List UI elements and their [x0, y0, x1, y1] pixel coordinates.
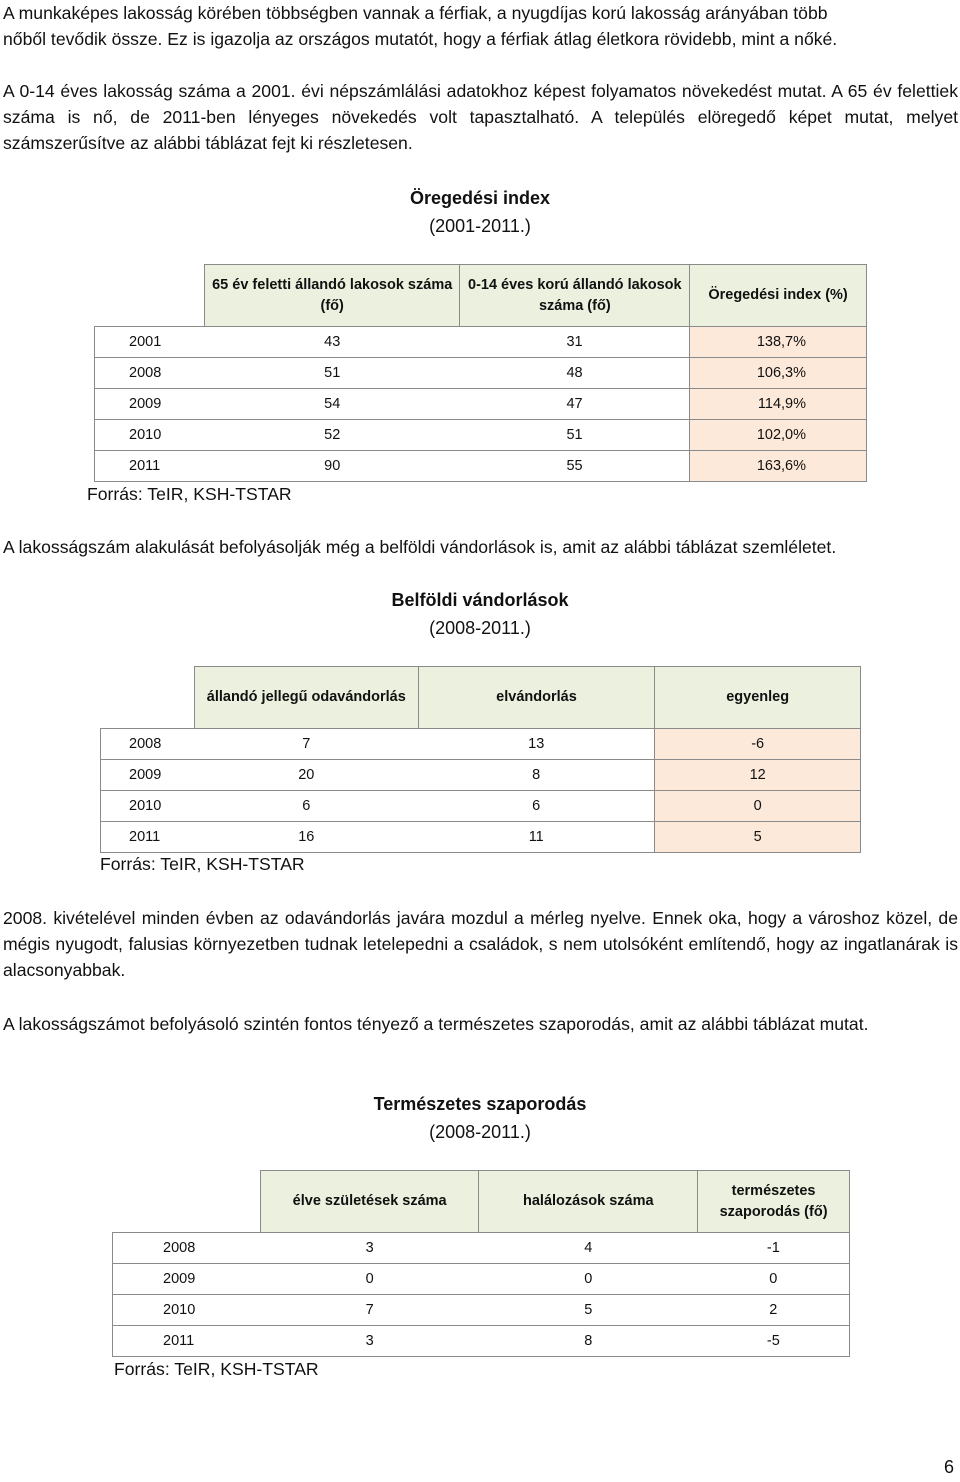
paragraph-migration-explanation: 2008. kivételével minden évben az odavándorlás javára mozdul a mérleg nyelve. Ennek oka, hogy a városhoz közel, de mégis nyugodt, falusias környezetben tudnak letelepedni a családok, s nem utolsóként említendő, hogy az ingatlanárak is alacsonyabbak.: [3, 908, 958, 980]
table2-cell: 11: [418, 822, 655, 853]
table1-year: 2001: [95, 327, 205, 358]
page-number: 6: [943, 1457, 954, 1477]
table3-period: (2008-2011.): [429, 1122, 531, 1142]
table2-cell: 6: [418, 791, 655, 822]
table2-year: 2011: [101, 822, 195, 853]
table2-year: 2010: [101, 791, 195, 822]
table3-caption: [300, 1090, 660, 1146]
table-row: [95, 420, 867, 451]
table1-header-0-14: 0-14 éves korú állandó lakosok száma (fő): [460, 265, 690, 327]
table1-year: 2010: [95, 420, 205, 451]
table1-cell: 48: [460, 358, 690, 389]
table2-balance-cell: 0: [655, 791, 861, 822]
table-row: [95, 451, 867, 482]
table2-cell: 16: [194, 822, 418, 853]
table2-caption: [300, 586, 660, 642]
table1-period: (2001-2011.): [429, 216, 531, 236]
table3-year: 2010: [113, 1295, 261, 1326]
table-row: [113, 1233, 850, 1264]
table3-header-deaths: halálozások száma: [479, 1171, 698, 1233]
table2-year: 2009: [101, 760, 195, 791]
table-row: [101, 791, 861, 822]
table3-title: Természetes szaporodás: [373, 1094, 587, 1114]
table3-header-natural-growth: természetes szaporodás (fő): [698, 1171, 850, 1233]
table3-source: Forrás: TeIR, KSH-TSTAR: [114, 1359, 319, 1379]
migration-table: [100, 666, 861, 853]
table1-index-cell: 102,0%: [690, 420, 867, 451]
table2-header-inmigration: állandó jellegű odavándorlás: [194, 667, 418, 729]
table1-year: 2008: [95, 358, 205, 389]
table2-header-outmigration: elvándorlás: [418, 667, 655, 729]
table3-cell: 4: [479, 1233, 698, 1264]
paragraph-migration-intro: A lakosságszám alakulását befolyásolják még a belföldi vándorlások is, amit az alábbi táblázat szemléletet.: [3, 537, 837, 557]
table1-cell: 51: [460, 420, 690, 451]
table1-cell: 55: [460, 451, 690, 482]
table3-cell: 8: [479, 1326, 698, 1357]
table-row: [113, 1326, 850, 1357]
table2-balance-cell: 12: [655, 760, 861, 791]
table1-cell: 31: [460, 327, 690, 358]
table1-cell: 54: [204, 389, 460, 420]
natural-growth-table: [112, 1170, 850, 1357]
table1-index-cell: 106,3%: [690, 358, 867, 389]
table3-corner: [113, 1171, 261, 1233]
table1-year: 2011: [95, 451, 205, 482]
table1-cell: 52: [204, 420, 460, 451]
table1-cell: 90: [204, 451, 460, 482]
table1-source: Forrás: TeIR, KSH-TSTAR: [87, 484, 292, 504]
table3-cell: 0: [260, 1264, 479, 1295]
table1-index-cell: 138,7%: [690, 327, 867, 358]
table-row: [101, 729, 861, 760]
table1-cell: 47: [460, 389, 690, 420]
table3-growth-cell: -1: [698, 1233, 850, 1264]
table3-year: 2011: [113, 1326, 261, 1357]
table-row: [113, 1264, 850, 1295]
table1-corner: [95, 265, 205, 327]
table3-header-births: élve születések száma: [260, 1171, 479, 1233]
table-row: [101, 760, 861, 791]
table2-balance-cell: 5: [655, 822, 861, 853]
table2-cell: 6: [194, 791, 418, 822]
table1-cell: 51: [204, 358, 460, 389]
aging-index-table: [94, 264, 867, 482]
table3-growth-cell: -5: [698, 1326, 850, 1357]
table3-growth-cell: 0: [698, 1264, 850, 1295]
table-row: [113, 1295, 850, 1326]
paragraph-population-trend: A 0-14 éves lakosság száma a 2001. évi népszámlálási adatokhoz képest folyamatos növekedést mutat. A 65 év felettiek száma is nő, de 2011-ben lényeges növekedés volt tapasztalható. A település elöregedő képet mutat, melyet számszerűsítve az alábbi táblázat fejt ki részletesen.: [3, 81, 958, 153]
table2-header-balance: egyenleg: [655, 667, 861, 729]
table2-cell: 7: [194, 729, 418, 760]
table2-balance-cell: -6: [655, 729, 861, 760]
table3-cell: 7: [260, 1295, 479, 1326]
table2-cell: 13: [418, 729, 655, 760]
table2-year: 2008: [101, 729, 195, 760]
intro-line-1: A munkaképes lakosság körében többségben vannak a férfiak, a nyugdíjas korú lakosság arányában több: [3, 3, 828, 23]
table3-cell: 3: [260, 1326, 479, 1357]
intro-line-2: nőből tevődik össze. Ez is igazolja az országos mutatót, hogy a férfiak átlag életkora rövidebb, mint a nőké.: [3, 29, 838, 49]
table1-header-65plus: 65 év feletti állandó lakosok száma (fő): [204, 265, 460, 327]
table-row: [95, 358, 867, 389]
table3-cell: 5: [479, 1295, 698, 1326]
table1-index-cell: 114,9%: [690, 389, 867, 420]
table2-corner: [101, 667, 195, 729]
table3-year: 2008: [113, 1233, 261, 1264]
table1-index-cell: 163,6%: [690, 451, 867, 482]
table1-header-index: Öregedési index (%): [690, 265, 867, 327]
table-row: [101, 822, 861, 853]
table2-title: Belföldi vándorlások: [391, 590, 569, 610]
table3-growth-cell: 2: [698, 1295, 850, 1326]
table3-year: 2009: [113, 1264, 261, 1295]
table2-cell: 20: [194, 760, 418, 791]
table2-cell: 8: [418, 760, 655, 791]
table3-cell: 3: [260, 1233, 479, 1264]
table2-period: (2008-2011.): [429, 618, 531, 638]
table1-year: 2009: [95, 389, 205, 420]
table1-cell: 43: [204, 327, 460, 358]
paragraph-natural-growth-intro: A lakosságszámot befolyásoló szintén fontos tényező a természetes szaporodás, amit az alábbi táblázat mutat.: [3, 1014, 869, 1034]
table3-cell: 0: [479, 1264, 698, 1295]
table-row: [95, 327, 867, 358]
table1-title: Öregedési index: [409, 188, 551, 208]
table2-source: Forrás: TeIR, KSH-TSTAR: [100, 854, 305, 874]
table-row: [95, 389, 867, 420]
table1-caption: [300, 184, 660, 240]
